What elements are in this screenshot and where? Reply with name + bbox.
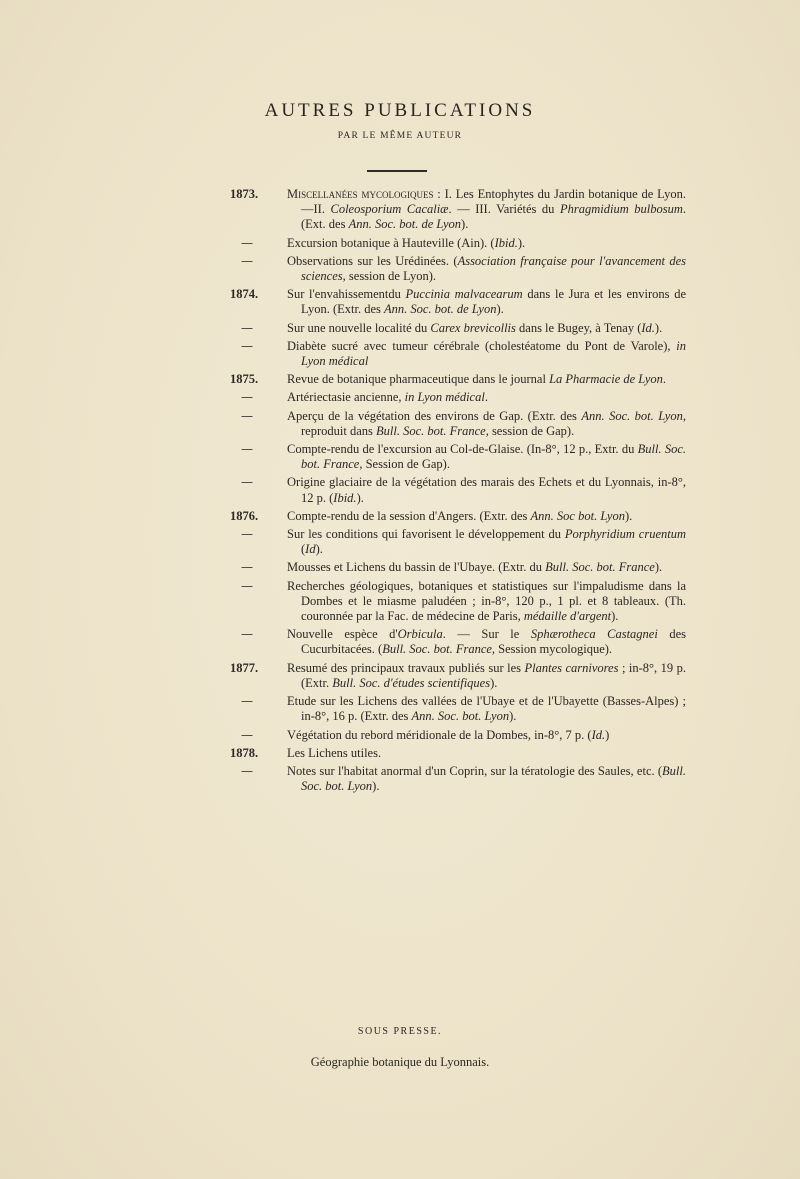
publication-text: Artériectasie ancienne, in Lyon médical. <box>287 390 488 405</box>
publication-entry <box>0 339 800 369</box>
publication-entry <box>0 187 800 233</box>
press-heading: SOUS PRESSE. <box>357 1026 443 1037</box>
publication-year: — <box>241 627 253 642</box>
publication-year: — <box>241 442 253 457</box>
publication-entry <box>0 475 800 505</box>
publication-year: 1875. <box>230 372 259 387</box>
publication-year: — <box>241 475 253 490</box>
publication-year: — <box>241 727 253 742</box>
page-title: AUTRES PUBLICATIONS <box>264 100 536 121</box>
page-subtitle: PAR LE MÊME AUTEUR <box>337 131 463 141</box>
publication-list <box>0 187 800 794</box>
divider <box>367 170 427 172</box>
publication-entry <box>0 236 800 251</box>
publication-year: — <box>241 578 253 593</box>
press-item: Géographie botanique du Lyonnais. <box>310 1055 490 1069</box>
publication-text: Observations sur les Urédinées. (Association française pour l'avancement des sciences, session de Lyon). <box>287 253 686 284</box>
publication-text: Aperçu de la végétation des environs de Gap. (Extr. des Ann. Soc. bot. Lyon, reproduit dans Bull. Soc. bot. France, session de Gap). <box>287 408 686 438</box>
publication-entry <box>0 764 800 794</box>
publication-entry <box>0 409 800 439</box>
publication-year: — <box>241 235 253 250</box>
publication-text: Sur l'envahissementdu Puccinia malvacearum dans le Jura et les environs de Lyon. (Extr. des Ann. Soc. bot. de Lyon). <box>287 287 686 317</box>
publication-text: Resumé des principaux travaux publiés sur les Plantes carnivores ; in-8°, 19 p. (Extr. Bull. Soc. d'études scientifiques). <box>287 660 686 690</box>
publication-text: Nouvelle espèce d'Orbicula. — Sur le Sphærotheca Castagnei des Cucurbitacées. (Bull. Soc. bot. France, Session mycologique). <box>287 627 686 657</box>
publication-text: Excursion botanique à Hauteville (Ain). (Ibid.). <box>287 235 526 250</box>
publication-text: Compte-rendu de l'excursion au Col-de-Glaise. (In-8°, 12 p., Extr. du Bull. Soc. bot. France, Session de Gap). <box>287 442 686 472</box>
publication-entry <box>0 321 800 336</box>
publication-entry <box>0 372 800 387</box>
publication-text: Notes sur l'habitat anormal d'un Coprin, sur la tératologie des Saules, etc. (Bull. Soc. bot. Lyon). <box>287 763 686 794</box>
publication-entry <box>0 390 800 405</box>
publication-text: Origine glaciaire de la végétation des marais des Echets et du Lyonnais, in-8°, 12 p. (Ibid.). <box>287 475 686 505</box>
publication-entry <box>0 627 800 657</box>
publication-year: 1874. <box>230 287 259 302</box>
publication-entry <box>0 661 800 691</box>
publication-year: — <box>241 320 253 335</box>
publication-text: Les Lichens utiles. <box>287 745 382 760</box>
publication-entry <box>0 509 800 524</box>
publication-year: — <box>241 390 253 405</box>
publication-text: Revue de botanique pharmaceutique dans le journal La Pharmacie de Lyon. <box>287 372 667 387</box>
publication-year: — <box>241 408 253 423</box>
publication-entry <box>0 442 800 472</box>
publication-text: Diabète sucré avec tumeur cérébrale (cholestéatome du Pont de Varole), in Lyon médical <box>287 338 686 369</box>
publication-year: — <box>241 763 253 778</box>
publication-entry <box>0 527 800 557</box>
publication-text: Mousses et Lichens du bassin de l'Ubaye. (Extr. du Bull. Soc. bot. France). <box>287 560 663 575</box>
publication-year: — <box>241 527 253 542</box>
publication-year: — <box>241 253 253 268</box>
publication-year: — <box>241 560 253 575</box>
publication-year: — <box>241 338 253 353</box>
publication-text: Recherches géologiques, botaniques et statistiques sur l'impaludisme dans la Dombes et le miasme paludéen ; in-8°, 120 p., 1 pl. et 8 tableaux. (Th. couronnée par la Fac. de médecine de Paris, médaille d'argent). <box>287 578 686 624</box>
publication-year: 1877. <box>230 660 259 675</box>
publication-year: 1873. <box>230 187 259 201</box>
publication-entry <box>0 560 800 575</box>
publication-entry <box>0 694 800 724</box>
publication-text: Sur les conditions qui favorisent le développement du Porphyridium cruentum (Id). <box>287 527 686 557</box>
publication-entry <box>0 746 800 761</box>
publication-text: Compte-rendu de la session d'Angers. (Extr. des Ann. Soc bot. Lyon). <box>287 508 633 523</box>
publication-year: 1876. <box>230 508 259 523</box>
publication-text: Sur une nouvelle localité du Carex brevicollis dans le Bugey, à Tenay (Id.). <box>287 320 663 335</box>
publication-entry <box>0 254 800 284</box>
publication-year: — <box>241 694 253 709</box>
publication-entry <box>0 728 800 743</box>
publication-entry <box>0 287 800 317</box>
publication-text: Miscellanées mycologiques : I. Les Entophytes du Jardin botanique de Lyon.—II. Coleosporium Cacaliæ. — III. Variétés du Phragmidium bulbosum. (Ext. des Ann. Soc. bot. de Lyon). <box>287 187 686 232</box>
publication-text: Végétation du rebord méridionale de la Dombes, in-8°, 7 p. (Id.) <box>287 727 610 742</box>
publication-entry <box>0 579 800 625</box>
publication-text: Etude sur les Lichens des vallées de l'Ubaye et de l'Ubayette (Basses-Alpes) ; in-8°, 16 p. (Extr. des Ann. Soc. bot. Lyon). <box>287 694 686 724</box>
publication-year: 1878. <box>230 745 259 760</box>
